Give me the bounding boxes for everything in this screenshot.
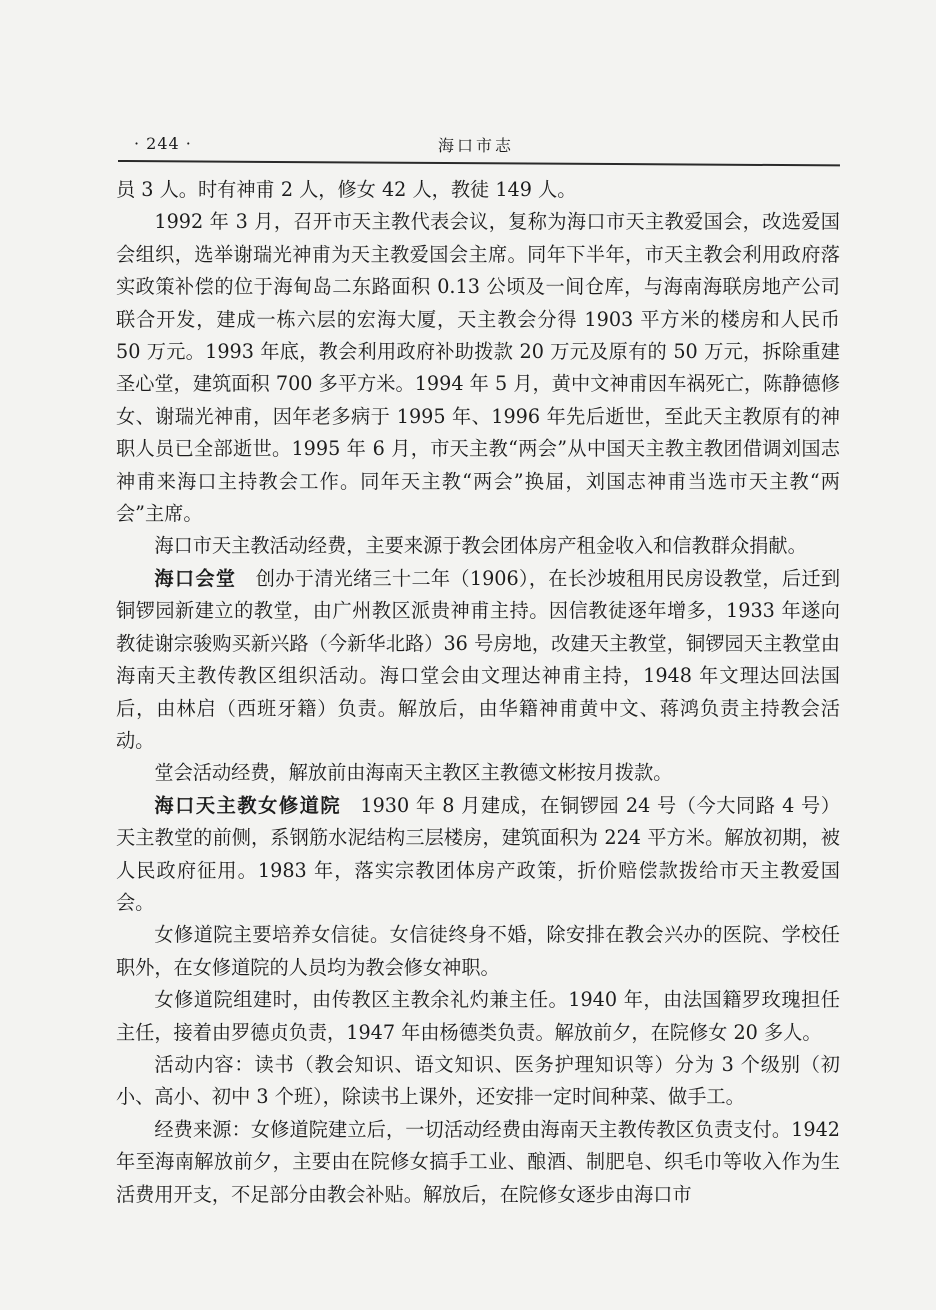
paragraph xyxy=(116,757,840,789)
paragraph-text: 员 3 人。时有神甫 2 人，修女 42 人，教徒 149 人。 xyxy=(116,178,577,201)
page-header xyxy=(118,130,838,160)
header-rule xyxy=(118,160,840,166)
paragraph xyxy=(116,919,840,984)
running-title: 海口市志 xyxy=(438,136,515,155)
paragraph-text: 女修道院主要培养女信徒。女信徒终身不婚，除安排在教会兴办的医院、学校任职外，在女修道院的人员均为教会修女神职。 xyxy=(116,923,840,979)
paragraph-text: 堂会活动经费，解放前由海南天主教区主教德文彬按月拨款。 xyxy=(154,761,673,785)
paragraph-text: 女修道院组建时，由传教区主教余礼灼兼主任。1940 年，由法国籍罗玫瑰担任主任，接着由罗德贞负责，1947 年由杨德类负责。解放前夕，在院修女 20 多人。 xyxy=(116,988,840,1044)
section-heading: 海口天主教女修道院 xyxy=(154,793,342,817)
paragraph-text: 1930 年 8 月建成，在铜锣园 24 号（今大同路 4 号）天主教堂的前侧，系钢筋水泥结构三层楼房，建筑面积为 224 平方米。解放初期，被人民政府征用。1983 年，落实宗教团体房产政策，折价赔偿款拨给市天主教爱国会。 xyxy=(116,793,841,914)
paragraph xyxy=(116,1114,840,1211)
paragraph xyxy=(116,790,840,920)
paragraph-text: 创办于清光绪三十二年（1906），在长沙坡租用民房设教堂，后迁到铜锣园新建立的教堂，由广州教区派贵神甫主持。因信教徒逐年增多，1933 年遂向教徒谢宗骏购买新兴路（今新华北路）36 号房地，改建天主教堂，铜锣园天主教堂由海南天主教传教区组织活动。海口堂会由文理达神甫主持，1948 年文理达回法国后，由林启（西班牙籍）负责。解放后，由华籍神甫黄中文、蒋鸿负责主持教会活动。 xyxy=(116,566,841,752)
paragraph xyxy=(116,1049,840,1114)
paragraph-text: 经费来源：女修道院建立后，一切活动经费由海南天主教传教区负责支付。1942 年至海南解放前夕，主要由在院修女搞手工业、酿酒、制肥皂、织毛巾等收入作为生活费用开支，不足部分由教会补贴。解放后，在院修女逐步由海口市 xyxy=(116,1117,840,1206)
paragraph-text: 海口市天主教活动经费，主要来源于教会团体房产租金收入和信教群众捐献。 xyxy=(154,534,807,558)
paragraph xyxy=(116,984,840,1049)
body-text xyxy=(116,174,840,1211)
section-heading: 海口会堂 xyxy=(154,566,237,590)
page-number: · 244 · xyxy=(134,134,192,153)
paragraph xyxy=(116,530,840,562)
paragraph xyxy=(116,174,840,206)
paragraph-text: 活动内容：读书（教会知识、语文知识、医务护理知识等）分为 3 个级别（初小、高小、初中 3 个班），除读书上课外，还安排一定时间种菜、做手工。 xyxy=(116,1052,840,1109)
paragraph xyxy=(116,206,840,530)
paragraph-text: 1992 年 3 月，召开市天主教代表会议，复称为海口市天主教爱国会，改选爱国会组织，选举谢瑞光神甫为天主教爱国会主席。同年下半年，市天主教会利用政府落实政策补偿的位于海甸岛二东路面积 0.13 公顷及一间仓库，与海南海联房地产公司联合开发，建成一栋六层的宏海大厦，天主教会分得 1903 平方米的楼房和人民币 50 万元。1993 年底，教会利用政府补助拨款 20 万元及原有的 50 万元，拆除重建圣心堂，建筑面积 700 多平方米。1994 年 5 月，黄中文神甫因车祸死亡，陈静德修女、谢瑞光神甫，因年老多病于 1995 年、1996 年先后逝世，至此天主教原有的神职人员已全部逝世。1995 年 6 月，市天主教“两会”从中国天主教主教团借调刘国志神甫来海口主持教会工作。同年天主教“两会”换届，刘国志神甫当选市天主教“两会”主席。 xyxy=(116,210,840,526)
paragraph xyxy=(116,563,840,757)
